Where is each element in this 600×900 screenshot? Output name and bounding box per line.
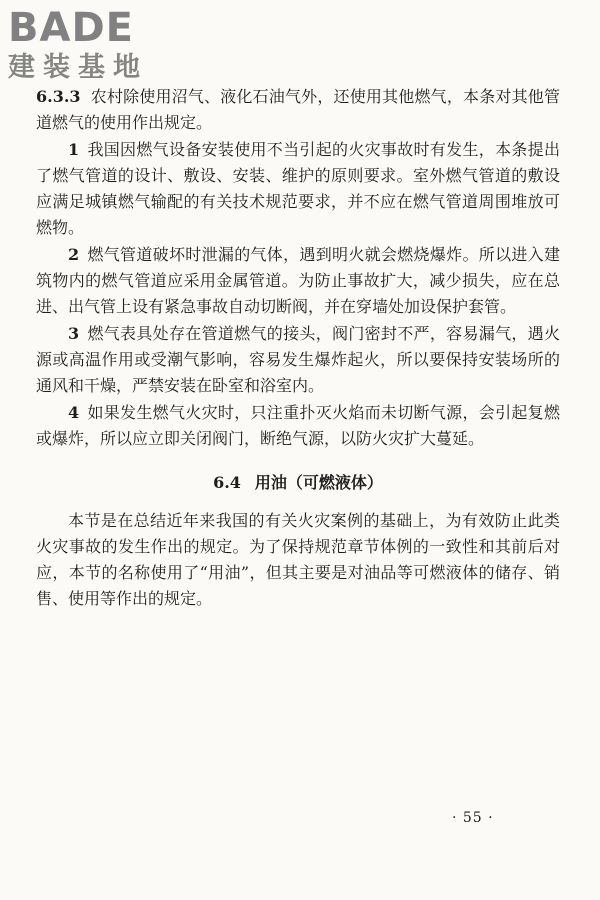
item-number: 1 xyxy=(68,140,80,159)
clause-number: 6.3.3 xyxy=(36,87,81,106)
clause-intro: 农村除使用沼气、液化石油气外，还使用其他燃气，本条对其他管道燃气的使用作出规定。 xyxy=(36,87,560,132)
item-text: 如果发生燃气火灾时，只注重扑灭火焰而未切断气源，会引起复燃或爆炸，所以应立即关闭阀门，断绝气源，以防火灾扩大蔓延。 xyxy=(36,403,560,448)
clause-item xyxy=(36,242,560,320)
item-number: 4 xyxy=(68,403,80,422)
section-body: 本节是在总结近年来我国的有关火灾案例的基础上，为有效防止此类火灾事故的发生作出的规定。为了保持规范章节体例的一致性和其前后对应，本节的名称使用了“用油”，但其主要是对油品等可燃液体的储存、销售、使用等作出的规定。 xyxy=(36,511,560,608)
section-number: 6.4 xyxy=(213,473,241,492)
watermark-logo xyxy=(8,6,178,84)
clause-6-3-3 xyxy=(36,84,560,136)
clause-item xyxy=(36,137,560,241)
page-number: · 55 · xyxy=(452,810,494,826)
item-number: 2 xyxy=(68,245,80,264)
watermark-brand: BADE xyxy=(8,5,134,51)
section-heading-6-4 xyxy=(36,470,560,496)
section-title: 用油（可燃液体） xyxy=(254,473,383,492)
page-content xyxy=(36,84,560,613)
clause-item xyxy=(36,400,560,452)
item-text: 燃气表具处存在管道燃气的接头，阀门密封不严，容易漏气，遇火源或高温作用或受潮气影响，容易发生爆炸起火，所以要保持安装场所的通风和干燥，严禁安装在卧室和浴室内。 xyxy=(36,324,560,395)
item-text: 我国因燃气设备安装使用不当引起的火灾事故时有发生，本条提出了燃气管道的设计、敷设、安装、维护的原则要求。室外燃气管道的敷设应满足城镇燃气输配的有关技术规范要求，并不应在燃气管道周围堆放可燃物。 xyxy=(36,140,560,237)
item-number: 3 xyxy=(68,324,80,343)
item-text: 燃气管道破坏时泄漏的气体，遇到明火就会燃烧爆炸。所以进入建筑物内的燃气管道应采用金属管道。为防止事故扩大，减少损失，应在总进、出气管上设有紧急事故自动切断阀，并在穿墙处加设保护套管。 xyxy=(36,245,560,316)
clause-item xyxy=(36,321,560,399)
watermark-subtitle: 建装基地 xyxy=(8,52,148,83)
